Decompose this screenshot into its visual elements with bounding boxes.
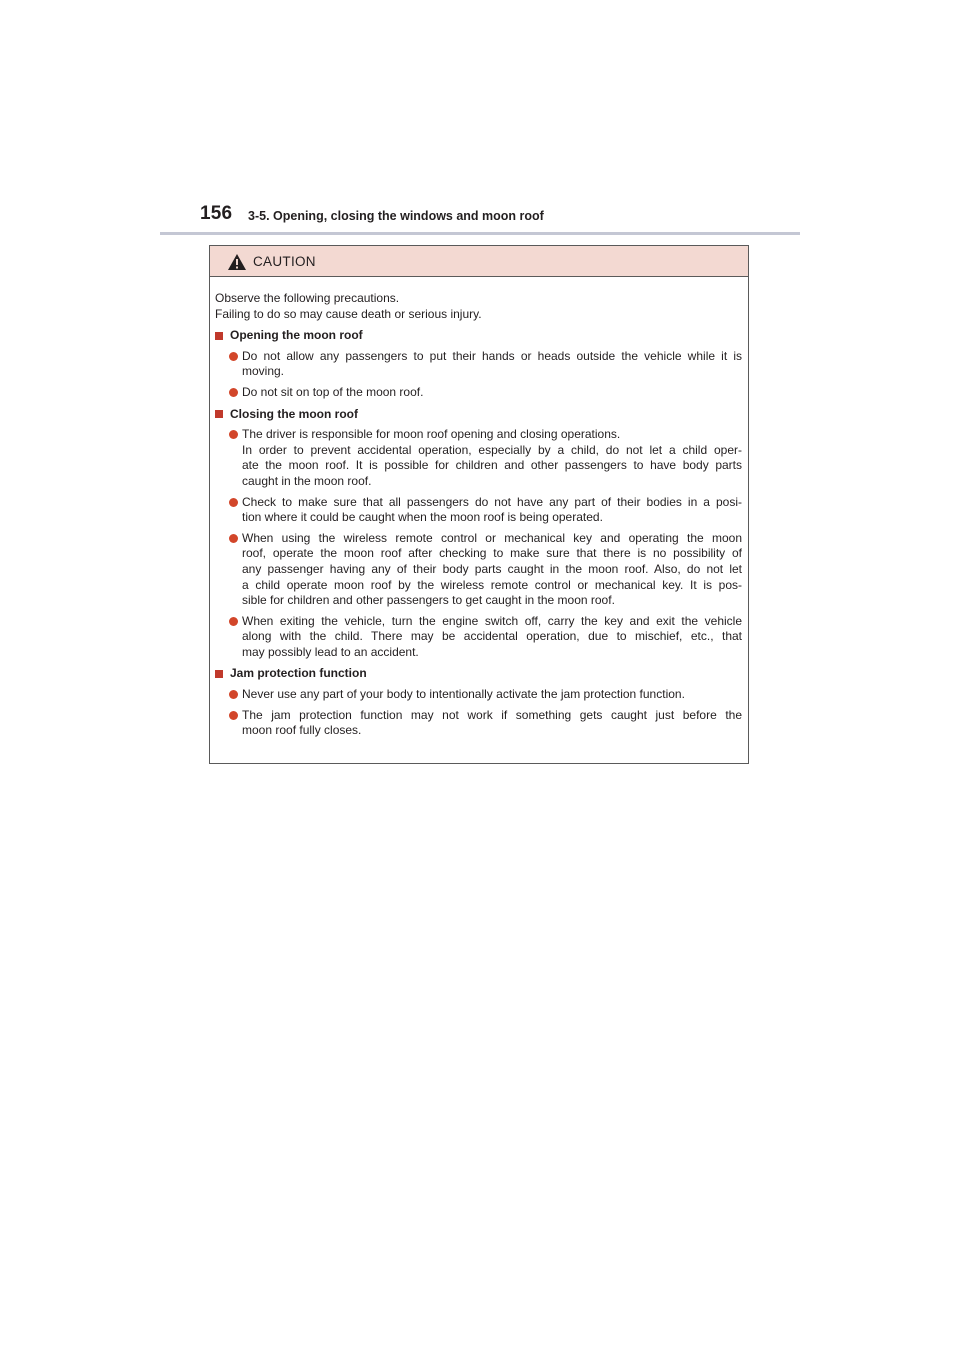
section-heading-label: Opening the moon roof — [230, 328, 363, 343]
page-number: 156 — [200, 203, 233, 224]
caution-label: CAUTION — [253, 254, 316, 269]
bullet-line: Do not allow any passengers to put their hands or heads outside the vehicle while it is — [242, 348, 742, 363]
caution-header — [210, 246, 748, 277]
page-header — [160, 203, 800, 233]
bullet-line: sible for children and other passengers to get caught in the moon roof. — [242, 593, 615, 608]
circle-bullet-icon — [229, 430, 238, 439]
bullet-line: a child operate moon roof by the wireless remote control or mechanical key. It is pos- — [242, 577, 742, 592]
list-item — [215, 687, 742, 703]
section-jam-protection — [215, 666, 742, 738]
list-item — [215, 385, 742, 401]
bullet-line: any passenger having any of their body parts caught in the moon roof. Also, do not let — [242, 561, 742, 576]
section-title: 3-5. Opening, closing the windows and moon roof — [248, 209, 544, 223]
warning-triangle-icon — [227, 253, 247, 271]
list-item — [215, 708, 742, 739]
bullet-line: When using the wireless remote control or mechanical key and operating the moon — [242, 530, 742, 545]
section-closing-moon-roof — [215, 407, 742, 661]
list-item — [215, 531, 742, 609]
bullet-line: roof, operate the moon roof after checking to make sure that there is no possibility of — [242, 546, 742, 561]
bullet-line: caught in the moon roof. — [242, 473, 372, 488]
section-heading — [215, 407, 742, 423]
bullet-line: Never use any part of your body to intentionally activate the jam protection function. — [242, 687, 685, 702]
bullet-line: The jam protection function may not work if something gets caught just before the — [242, 707, 742, 722]
section-heading — [215, 328, 742, 344]
bullet-line: The driver is responsible for moon roof opening and closing operations. — [242, 427, 621, 442]
circle-bullet-icon — [229, 617, 238, 626]
bullet-line: along with the child. There may be accidental operation, due to mischief, etc., that — [242, 629, 742, 644]
bullet-line: Do not sit on top of the moon roof. — [242, 384, 424, 399]
intro-line: Failing to do so may cause death or serious injury. — [215, 306, 482, 321]
square-bullet-icon — [215, 332, 223, 340]
square-bullet-icon — [215, 410, 223, 418]
bullet-line: tion where it could be caught when the moon roof is being operated. — [242, 510, 603, 525]
section-heading-label: Jam protection function — [230, 666, 367, 681]
bullet-line: moving. — [242, 364, 285, 379]
circle-bullet-icon — [229, 388, 238, 397]
bullet-line: may possibly lead to an accident. — [242, 644, 419, 659]
section-opening-moon-roof — [215, 328, 742, 400]
list-item — [215, 349, 742, 380]
list-item — [215, 495, 742, 526]
section-heading-label: Closing the moon roof — [230, 406, 358, 421]
bullet-line: In order to prevent accidental operation, especially by a child, do not let a child oper- — [242, 442, 742, 457]
caution-body — [210, 277, 748, 739]
bullet-line: Check to make sure that all passengers do not have any part of their bodies in a posi- — [242, 494, 742, 509]
bullet-line: moon roof fully closes. — [242, 723, 362, 738]
section-heading — [215, 666, 742, 682]
list-item — [215, 427, 742, 489]
bullet-line: ate the moon roof. It is possible for children and other passengers to have body parts — [242, 458, 742, 473]
circle-bullet-icon — [229, 534, 238, 543]
circle-bullet-icon — [229, 690, 238, 699]
circle-bullet-icon — [229, 352, 238, 361]
list-item — [215, 614, 742, 661]
caution-box — [209, 245, 749, 764]
intro-line: Observe the following precautions. — [215, 291, 400, 305]
header-rule — [160, 232, 800, 235]
bullet-line: When exiting the vehicle, turn the engine switch off, carry the key and exit the vehicle — [242, 613, 742, 628]
circle-bullet-icon — [229, 498, 238, 507]
circle-bullet-icon — [229, 711, 238, 720]
square-bullet-icon — [215, 670, 223, 678]
